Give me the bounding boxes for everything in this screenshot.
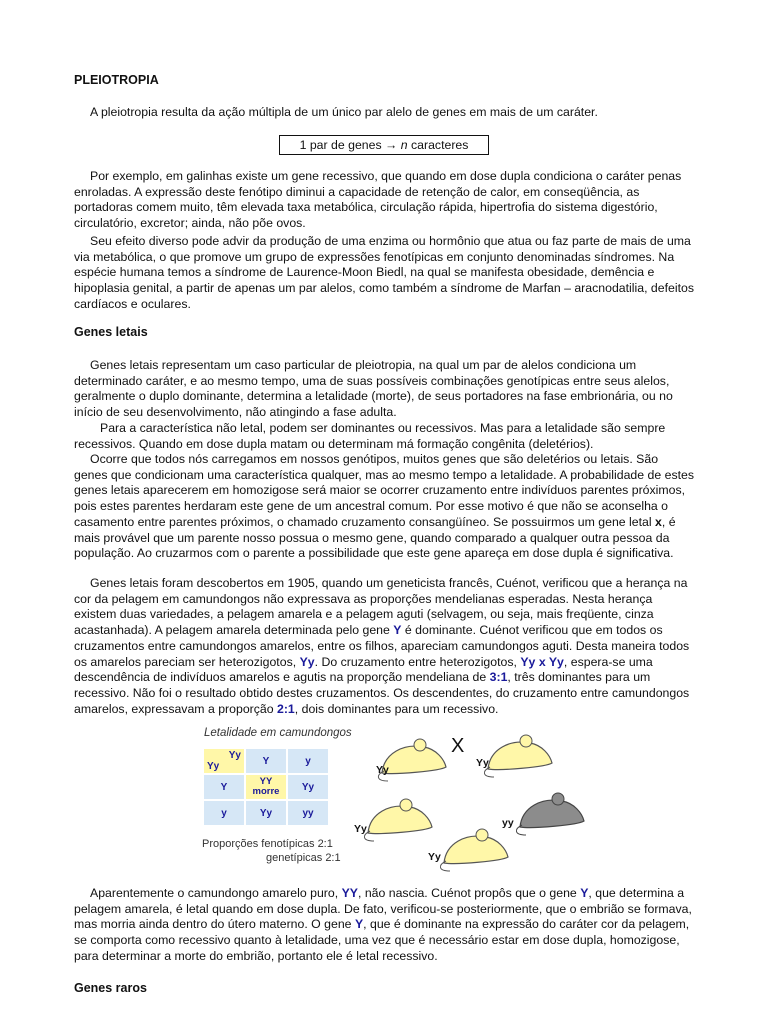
text-run: Ocorre que todos nós carregamos em nossos genótipos, muitos genes que são deletérios ou letais. São genes que condicionam uma característica qualquer, mas ao mesmo tempo a letalidade. A probabilidade de estes genes letais aparecerem em homozigose será maior se ocorrer cruzamento entre indivíduos parentes próximos, pois estes parentes herdaram este gene de um ancestral comum. Por esse motivo é que não se aconselha o casamento entre parentes próximos, o chamado cruzamento consangüíneo. Se possuirmos um gene letal xyxy=(74,452,695,529)
corner-top-label: Yy xyxy=(228,750,241,761)
formula-text: caracteres xyxy=(407,138,469,152)
formula-box xyxy=(279,135,489,155)
figure-title: Letalidade em camundongos xyxy=(204,727,352,739)
paragraph-ocorre xyxy=(74,452,694,562)
punnett-row xyxy=(203,774,329,800)
text-run: Aparentemente o camundongo amarelo puro, xyxy=(90,886,342,900)
punnett-cell: y xyxy=(287,748,329,774)
dead-label: morre xyxy=(252,786,280,797)
punnett-cell: Yy xyxy=(245,800,287,826)
title-genes-letais: Genes letais xyxy=(74,325,148,339)
mouse-yellow-icon xyxy=(360,793,440,843)
formula-text: 1 par de genes → xyxy=(299,138,401,152)
text-run: , dois dominantes para um recessivo. xyxy=(294,701,499,716)
mouse-label: Yy xyxy=(428,851,441,863)
gene-YY: YY xyxy=(341,886,358,900)
gene-x: x xyxy=(655,514,662,529)
text-run: Genes letais foram descobertos em 1905, quando um geneticista francês, Cuénot, verificou que a herança na cor da pelagem em camundongos não expressava as proporções mendelianas esperadas. Nesta herança existem duas variedades, a pelagem amarela e a pelagem aguti (selvagem, ou seja, mais freqüente, cinza acastanhada). A pelagem amarela determinada pelo gene xyxy=(74,576,688,638)
text-run: . Do cruzamento entre heterozigotos, xyxy=(314,654,521,669)
punnett-corner xyxy=(203,748,245,774)
paragraph-genes-letais: Genes letais representam um caso particular de pleiotropia, na qual um par de alelos condiciona um determinado caráter, e ao mesmo tempo, uma de suas possíveis combinações genotípicas entre seus alelos, geralmente o duplo dominante, determina a letalidade (morte), de seus portadores na fase embrionária, ou no início de seu desenvolvimento, não atingindo a fase adulta. xyxy=(74,358,673,420)
cross-Yy-x-Yy: Yy x Yy xyxy=(520,654,564,669)
mouse-label: Yy xyxy=(354,823,367,835)
text-run: , espera-se uma descendência de indivíduos amarelos e agutis na proporção mendeliana de xyxy=(74,654,653,685)
paragraph-caracteristica: Para a característica não letal, podem ser dominantes ou recessivos. Mas para a letalidade são sempre recessivos. Quando em dose dupla matam ou determinam má formação congênita (deletérios). xyxy=(74,421,666,451)
ratio-2-1: 2:1 xyxy=(277,701,295,716)
punnett-cell: yy xyxy=(287,800,329,826)
gene-Y: Y xyxy=(580,886,589,900)
punnett-cell: Y xyxy=(245,748,287,774)
mouse-label: Yy xyxy=(376,764,389,776)
mouse-yellow-icon xyxy=(436,823,516,873)
paragraph-efeito: Seu efeito diverso pode advir da produção de uma enzima ou hormônio que atua ou faz parte de mais de uma via metabólica, o que promove um grupo de expressões fenotípicas em conjunto denominadas síndromes. Na espécie humana temos a síndrome de Laurence-Moon Biedl, na qual se manifesta obesidade, demência e hipoplasia genital, a partir de apenas um par alelos, como também a síndrome de Marfan – aracnodatilia, defeitos cardíacos e oculares. xyxy=(74,234,694,311)
gene-Y: Y xyxy=(393,623,402,638)
formula-n: n xyxy=(400,138,408,152)
phenotypic-proportion: Proporções fenotípicas 2:1 xyxy=(202,838,333,850)
text-run: é dominante. Cuénot verificou que em todos os cruzamentos entre camundongos amarelos, entre os filhos, apareciam camundongos aguti. Desta maneira todos os amarelos pareciam ser heterozigotos, xyxy=(74,623,690,669)
punnett-cell: Yy xyxy=(287,774,329,800)
punnett-row xyxy=(203,800,329,826)
punnett-row xyxy=(203,748,329,774)
mouse-yellow-icon xyxy=(480,729,560,779)
mouse-gray-icon xyxy=(512,787,592,837)
punnett-cell: Y xyxy=(203,774,245,800)
text-run: , que é dominante na expressão do caráter cor da pelagem, se comporta como recessivo quanto à letalidade, uma vez que é necessário estar em dose dupla, homozigose, para determinar a morte do embrião, portanto ele é letal recessivo. xyxy=(74,917,690,963)
text-run: , três dominantes para um recessivo. Não foi o resultado obtido destes cruzamentos. Os descendentes, do cruzamento entre camundongos amarelos, expressavam a proporção xyxy=(74,670,690,716)
punnett-cell: y xyxy=(203,800,245,826)
corner-left-label: Yy xyxy=(207,761,220,772)
punnett-square xyxy=(202,747,330,827)
text-run: , é mais provável que um parente nosso possua o mesmo gene, quando comparado a qualquer outra pessoa da população. Ao cruzarmos com o parente a possibilidade que este gene apareça em dose dupla é significativa. xyxy=(74,514,676,561)
mouse-label: Yy xyxy=(476,757,489,769)
text-run: , que determina a pelagem amarela, é letal quando em dose dupla. De fato, verificou-se posteriormente, que o embrião se formava, mas morria ainda dentro do útero materno. O gene xyxy=(74,886,692,932)
title-pleiotropia: PLEIOTROPIA xyxy=(74,73,159,87)
paragraph-cuenot xyxy=(74,576,694,717)
punnett-cell-dead xyxy=(245,774,287,800)
genotypic-proportion: genetípicas 2:1 xyxy=(266,852,341,864)
intro-paragraph: A pleiotropia resulta da ação múltipla de um único par alelo de genes em mais de um caráter. xyxy=(90,105,598,119)
gene-Yy: Yy xyxy=(299,654,315,669)
gene-Y: Y xyxy=(354,917,364,932)
paragraph-galinhas: Por exemplo, em galinhas existe um gene recessivo, que quando em dose dupla condiciona o caráter penas enroladas. A expressão deste fenótipo diminui a capacidade de retenção de calor, em conseqüência, as portadoras comem muito, têm elevada taxa metabólica, circulação rápida, hipertrofia do sistema digestório, circulatório, excretor; ainda, não põe ovos. xyxy=(74,169,682,231)
ratio-3-1: 3:1 xyxy=(489,670,508,685)
text-run: , não nascia. Cuénot propôs que o gene xyxy=(357,886,581,900)
mouse-lethality-figure xyxy=(200,727,620,877)
mouse-label: yy xyxy=(502,817,514,829)
genotype-YY: YY xyxy=(259,776,273,787)
paragraph-aparentemente xyxy=(74,886,694,965)
title-genes-raros: Genes raros xyxy=(74,981,147,995)
cross-sign: X xyxy=(451,735,465,757)
